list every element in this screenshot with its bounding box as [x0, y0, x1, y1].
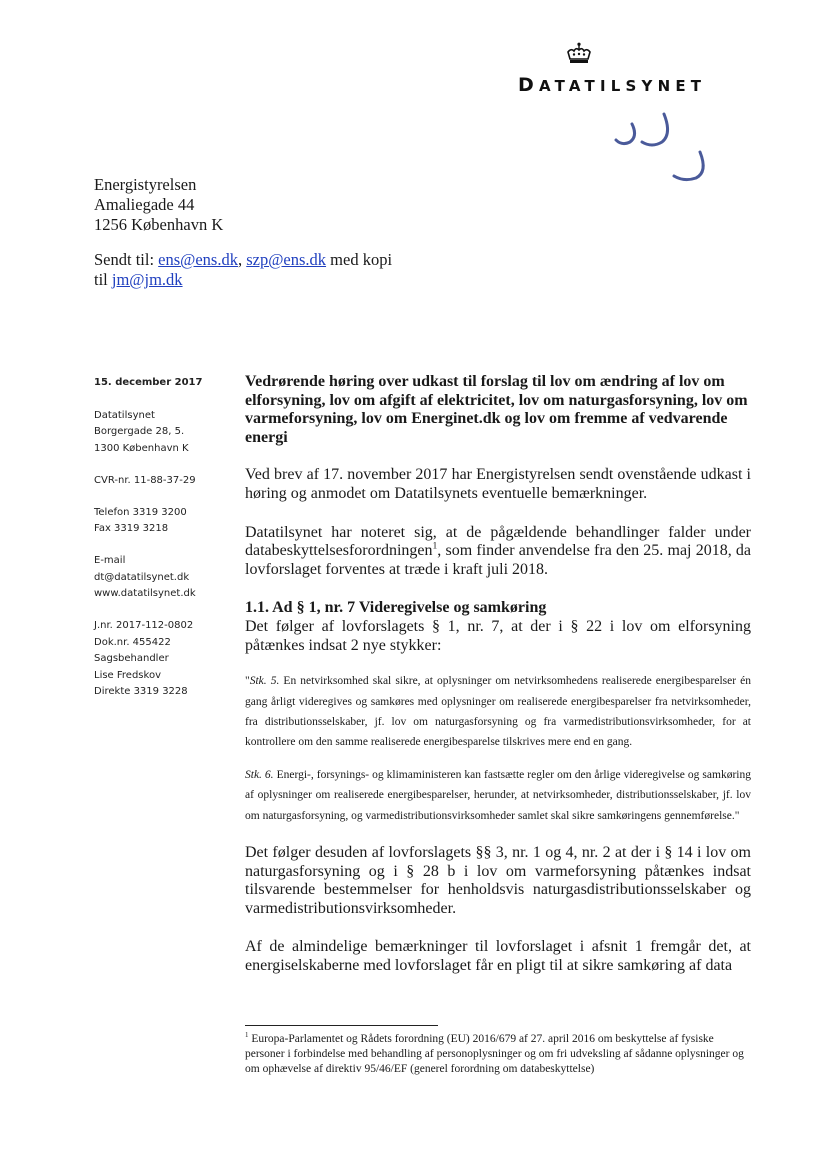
phone-number: Telefon 3319 3200 [94, 506, 187, 518]
handler-label: Sagsbehandler [94, 653, 169, 664]
letter-body [245, 373, 751, 996]
footnote-divider [245, 1025, 438, 1026]
email-link-szp[interactable]: szp@ens.dk [246, 250, 327, 269]
org-name: Datatilsynet [94, 409, 155, 421]
footnote: $^1$ Europa-Parlamentet og Rådets forordning (EU) 2016/679 af 27. april 2016 om beskyttelse af fysiske personer i forbindelse med behandling af personoplysninger og om fri udveksling af sådanne oplysninger og om ophævelse af direktiv 95/46/EF (generel forordning om databeskyttelse) [245, 1032, 744, 1076]
recipient-name: Energistyrelsen [94, 175, 197, 194]
org-email[interactable]: dt@datatilsynet.dk [94, 571, 190, 583]
letter-date: 15. december 2017 [94, 377, 203, 388]
fax-number: Fax 3319 3218 [94, 523, 169, 534]
crown-icon [565, 42, 593, 66]
recipient-city: 1256 København K [94, 215, 224, 234]
handwritten-initials [612, 106, 722, 186]
handler-name: Lise Fredskov [94, 669, 161, 681]
paragraph-5: Af de almindelige bemærkninger til lovforslaget i afsnit 1 fremgår det, at energiselskaberne med lovforslaget får en pligt til at sikre samkøring af data [245, 938, 751, 974]
direct-phone: Direkte 3319 3228 [94, 686, 188, 697]
recipient-street: Amaliegade 44 [94, 195, 195, 214]
paragraph-3: Det følger af lovforslagets § 1, nr. 7, at der i § 22 i lov om elforsyning påtænkes indsat 2 nye stykker: [245, 617, 751, 654]
paragraph-4: Det følger desuden af lovforslagets §§ 3, nr. 1 og 4, nr. 2 at der i § 14 i lov om naturgasforsyning og i § 28 b i lov om varmeforsyning påtænkes indsat tilsvarende bestemmelser for henholdsvis naturgasdistributionsselskaber og varmedistributionsvirksomheder. [245, 843, 751, 917]
recipient-address [94, 175, 223, 235]
quote-stk-5: "Stk. 5. En netvirksomhed skal sikre, at oplysninger om netvirksomhedens realiserede energibesparelser én gang årligt videregives og samkøres med oplysninger om realiserede energibesparelser fra netvirksomheder, fra distributionsselskaber, jf. lov om naturgasforsyning og fra varmedistributionsvirksomheder, for at kontrollere om den samme realiserede energibesparelse tilskrives mere end en gang. [245, 675, 751, 749]
sent-to-line: Sendt til: ens@ens.dk, szp@ens.dk med kopi til jm@jm.dk [94, 250, 393, 289]
sidebar-info [94, 375, 244, 701]
cvr-number: CVR-nr. 11-88-37-29 [94, 474, 196, 486]
paragraph-1: Ved brev af 17. november 2017 har Energistyrelsen sendt ovenstående udkast i høring og anmodet om Datatilsynets eventuelle bemærkninger. [245, 466, 751, 502]
brand-wordmark: DATATILSYNET [518, 74, 707, 96]
org-city: 1300 København K [94, 442, 189, 454]
footnote-ref: 1 [432, 540, 438, 552]
paragraph-2: Datatilsynet har noteret sig, at de pågældende behandlinger falder under databeskyttelsesforordningen$^1$, som finder anvendelse fra den 25. maj 2018, da lovforslaget forventes at træde i kraft juli 2018. [245, 523, 751, 578]
section-heading: 1.1. Ad § 1, nr. 7 Videregivelse og samkøring [245, 599, 547, 617]
email-label: E-mail [94, 555, 126, 566]
document-number: Dok.nr. 455422 [94, 636, 171, 648]
email-link-jm[interactable]: jm@jm.dk [111, 270, 183, 289]
journal-number: J.nr. 2017-112-0802 [94, 620, 194, 631]
letter-title: Vedrørende høring over udkast til forslag til lov om ændring af lov om elforsyning, lov om afgift af elektricitet, lov om naturgasforsyning, lov om varmeforsyning, lov om Energinet.dk og lov om fremme af vedvarende energi [245, 373, 748, 446]
email-link-ens[interactable]: ens@ens.dk [158, 250, 238, 269]
org-street: Borgergade 28, 5. [94, 426, 185, 437]
quote-stk-6: Stk. 6. Energi-, forsynings- og klimaministeren kan fastsætte regler om den årlige videregivelse og samkøring af oplysninger om realiserede energibesparelser, herunder, at netvirksomheder, distributionsselskaber, jf. lov om naturgasforsyning, og varmedistributionsvirksomheder samlet skal sikre samkøringens gennemførelse." [245, 768, 751, 822]
org-website[interactable]: www.datatilsynet.dk [94, 588, 196, 599]
